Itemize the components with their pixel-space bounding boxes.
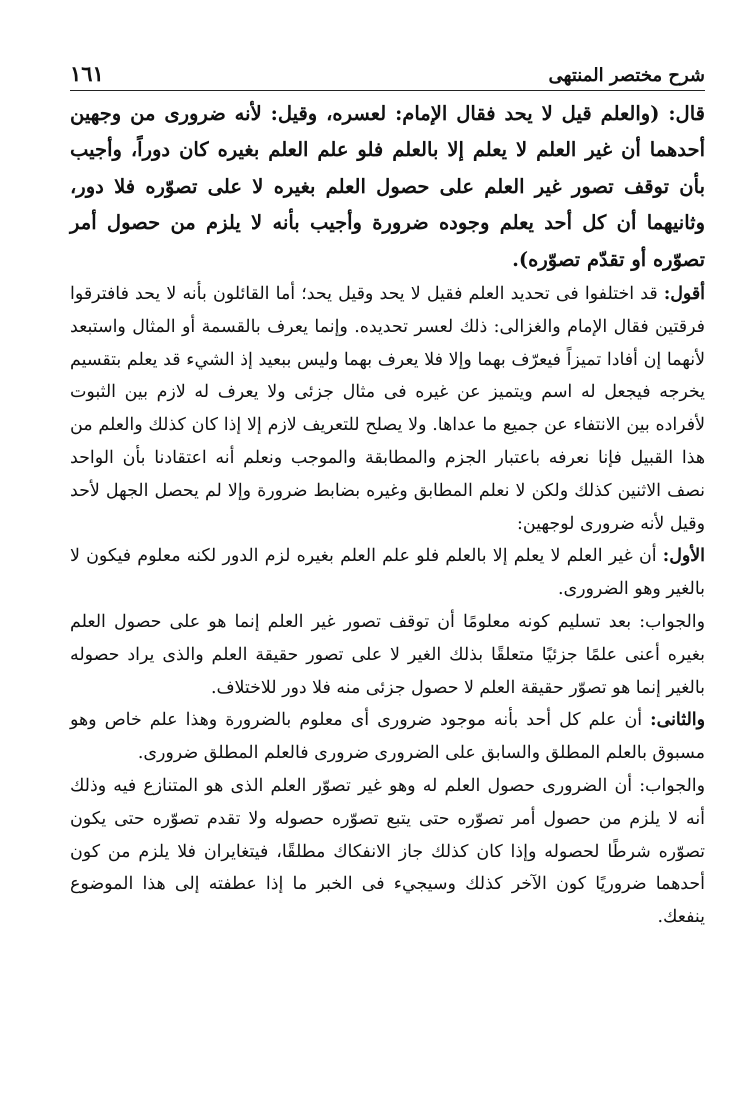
sharh-paragraph [70, 770, 705, 934]
paragraph-lead: أقول: [663, 284, 705, 305]
matn-paragraph: قال: (والعلم قيل لا يحد فقال الإمام: لعسره، وقيل: لأنه ضرورى من وجهين أحدهما أن غير العلم لا يعلم إلا بالعلم فلو علم العلم بغيره كان دوراً، وأجيب بأن توقف تصور غير العلم على حصول العلم بغيره لا على تصوّره فلا دور، وثانيهما أن كل أحد يعلم وجوده ضرورة وأجيب بأنه لا يلزم من حصول أمر تصوّره أو تقدّم تصوّره). [70, 102, 705, 271]
sharh-paragraph [70, 704, 705, 770]
paragraph-text: والجواب: بعد تسليم كونه معلومًا أن توقف تصور غير العلم إنما هو على حصول العلم بغيره أعنى علمًا جزئيًا متعلقًا بذلك الغير لا على تصور حقيقة العلم والذى يراد حصوله بالغير إنما هو تصوّر حقيقة العلم لا حصول جزئى منه فلا دور للاختلاف. [70, 612, 705, 698]
paragraph-lead: والثانى: [650, 710, 705, 731]
running-title: شرح مختصر المنتهى [548, 65, 705, 86]
page-number: ١٦١ [70, 61, 104, 86]
paragraph-text: والجواب: أن الضرورى حصول العلم له وهو غير تصوّر العلم الذى هو المتنازع فيه وذلك أنه لا يلزم من حصول أمر تصوّره حتى يتبع تصوّره حصوله ولا تقدم تصوّره حتى يكون تصوّره شرطًا لحصوله وإذا كان كذلك جاز الانفكاك مطلقًا، فيتغايران فلا يلزم من كون أحدهما ضروريًا كون الآخر كذلك وسيجيء فى الخبر ما إذا عطفته إلى هذا الموضوع ينفعك. [70, 775, 705, 928]
sharh-paragraph [70, 278, 705, 540]
header-rule [70, 90, 705, 91]
sharh-paragraph [70, 540, 705, 606]
paragraph-lead: الأول: [662, 546, 705, 567]
paragraph-text: أن علم كل أحد بأنه موجود ضرورى أى معلوم بالضرورة وهذا علم خاص وهو مسبوق بالعلم المطلق والسابق على الضرورى ضرورى فالعلم المطلق ضرورى. [70, 710, 705, 764]
sharh-paragraph [70, 606, 705, 704]
sharh-section [70, 278, 705, 934]
matn-section [70, 96, 705, 278]
page-header [70, 58, 705, 86]
page-body [70, 96, 705, 934]
paragraph-text: قد اختلفوا فى تحديد العلم فقيل لا يحد وقيل يحد؛ أما القائلون بأنه لا يحد فافترقوا فرقتين فقال الإمام والغزالى: ذلك لعسر تحديده. وإنما يعرف بالقسمة أو المثال واستبعد لأنهما إن أفادا تميزاً فيعرّف بهما وإلا فلا يعرف بهما وليس ببعيد إذ الشيء قد يعلم بتقسيم يخرجه فيجعل له اسم ويتميز عن غيره فى مثال جزئى ولا يعرف له لازم بين الثبوت لأفراده بين الانتفاء عن جميع ما عداها. ولا يصلح للتعريف لازم إلا إذا كان كذلك والعلم من هذا القبيل فإنا نعرفه باعتبار الجزم والمطابقة والموجب ونعلم أنه اعتقادنا بأن الواحد نصف الاثنين كذلك ولكن لا نعلم المطابق وغيره بضابط ضرورة وإلا لم يحصل الجهل لأحد وقيل لأنه ضرورى لوجهين: [70, 284, 705, 534]
paragraph-text: أن غير العلم لا يعلم إلا بالعلم فلو علم العلم بغيره لزم الدور لكنه معلوم فيكون لا بالغير وهو الضرورى. [70, 546, 705, 600]
